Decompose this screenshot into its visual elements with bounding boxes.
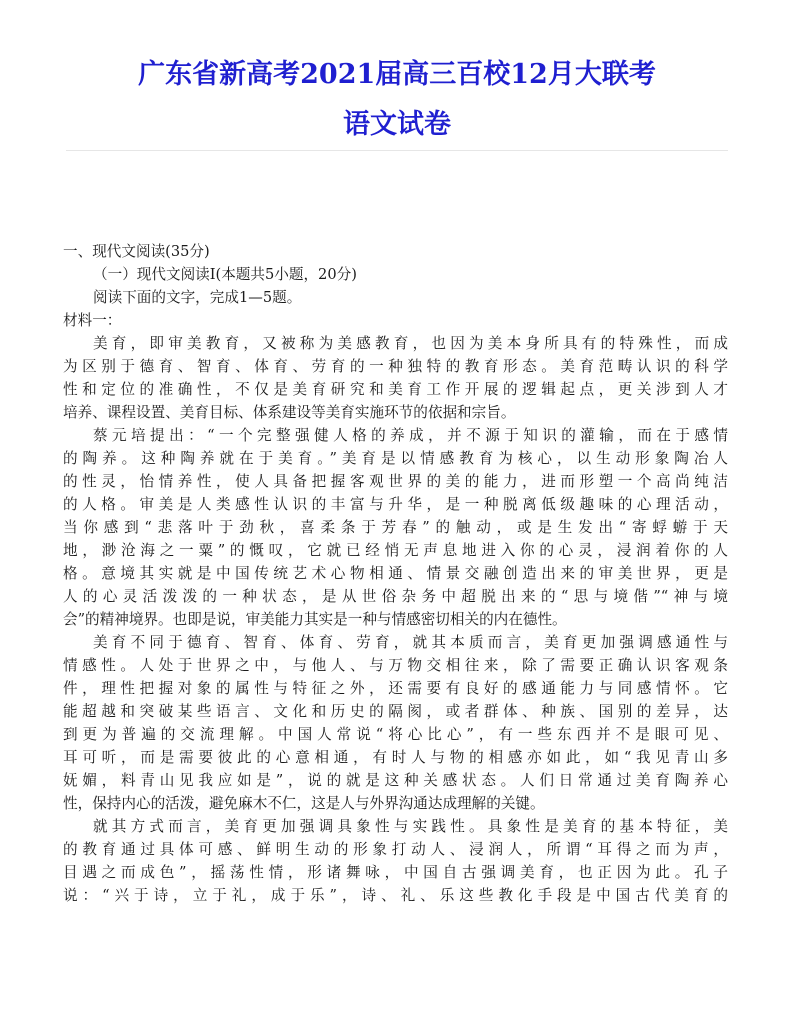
paragraph-line: 妩媚，料青山见我应如是”，说的就是这种关感状态。人们日常通过美育陶养心 — [63, 772, 728, 789]
paragraph-line: 蔡元培提出：“一个完整强健人格的养成，并不源于知识的灌输，而在于感情 — [93, 427, 728, 444]
header-divider — [66, 150, 728, 151]
paragraph-line: 件，理性把握对象的属性与特征之外，还需要有良好的感通能力与同感情怀。它 — [63, 680, 728, 697]
paragraph-line: 到更为普遍的交流理解。中国人常说“将心比心”，有一些东西并不是眼可见、 — [63, 726, 728, 743]
paragraph — [63, 815, 728, 907]
reading-instruction: 阅读下面的文字，完成1—5题。 — [93, 289, 302, 306]
paragraph-line: 会”的精神境界。也即是说，审美能力其实是一种与情感密切相关的内在德性。 — [63, 611, 567, 628]
paragraph-line: 目遇之而成色”，摇荡性情，形诸舞咏，中国自古强调美育，也正因为此。孔子 — [63, 864, 728, 881]
document-title: 广东省新高考2021届高三百校12月大联考 — [138, 59, 656, 90]
paragraph-line: 说：“兴于诗，立于礼，成于乐”，诗、礼、乐这些教化手段是中国古代美育的 — [63, 887, 728, 904]
paragraph-line: 能超越和突破某些语言、文化和历史的隔阂，或者群体、种族、国别的差异，达 — [63, 703, 728, 720]
section-subheading: （一）现代文阅读Ⅰ(本题共5小题，20分) — [93, 266, 357, 283]
paragraph-line: 的教育通过具体可感、鲜明生动的形象打动人、浸润人，所谓“耳得之而为声， — [63, 841, 728, 858]
paragraph-line: 培养、课程设置、美育目标、体系建设等美育实施环节的依据和宗旨。 — [63, 404, 516, 421]
paragraph-line: 情感性。人处于世界之中，与他人、与万物交相往来，除了需要正确认识客观条 — [63, 657, 728, 674]
paragraph-line: 就其方式而言，美育更加强调具象性与实践性。具象性是美育的基本特征，美 — [93, 818, 728, 835]
paragraph-line: 性和定位的准确性，不仅是美育研究和美育工作开展的逻辑起点，更关涉到人才 — [63, 381, 728, 398]
paragraph-line: 的性灵，怡情养性，使人具备把握客观世界的美的能力，进而形塑一个高尚纯洁 — [63, 473, 728, 490]
paragraph-line: 美育，即审美教育，又被称为美感教育，也因为美本身所具有的特殊性，而成 — [93, 335, 728, 352]
paragraph — [63, 424, 728, 631]
paragraph-line: 的陶养。这种陶养就在于美育。”美育是以情感教育为核心，以生动形象陶冶人 — [63, 450, 728, 467]
material-label: 材料一： — [63, 312, 122, 329]
paragraph-line: 为区别于德育、智育、体育、劳育的一种独特的教育形态。美育范畴认识的科学 — [63, 358, 728, 375]
paragraph-line: 人的心灵活泼泼的一种状态，是从世俗杂务中超脱出来的“思与境偕”“神与境 — [63, 588, 728, 605]
paragraph-line: 格。意境其实就是中国传统艺术心物相通、情景交融创造出来的审美世界，更是 — [63, 565, 728, 582]
paragraph — [63, 631, 728, 815]
paragraph-line: 的人格。审美是人类感性认识的丰富与升华，是一种脱离低级趣味的心理活动， — [63, 496, 728, 513]
paragraph-line: 耳可听，而是需要彼此的心意相通，有时人与物的相感亦如此，如“我见青山多 — [63, 749, 728, 766]
document-subject: 语文试卷 — [343, 109, 451, 140]
document-body — [63, 240, 728, 907]
paragraph-line: 美育不同于德育、智育、体育、劳育，就其本质而言，美育更加强调感通性与 — [93, 634, 728, 651]
paragraph-line: 地，渺沧海之一粟”的慨叹，它就已经悄无声息地进入你的心灵，浸润着你的人 — [63, 542, 728, 559]
paragraph — [63, 332, 728, 424]
paragraph-line: 性，保持内心的活泼，避免麻木不仁，这是人与外界沟通达成理解的关键。 — [63, 795, 545, 812]
paragraph-line: 当你感到“悲落叶于劲秋，喜柔条于芳春”的触动，或是生发出“寄蜉蝣于天 — [63, 519, 728, 536]
section-heading: 一、现代文阅读(35分) — [63, 243, 210, 260]
